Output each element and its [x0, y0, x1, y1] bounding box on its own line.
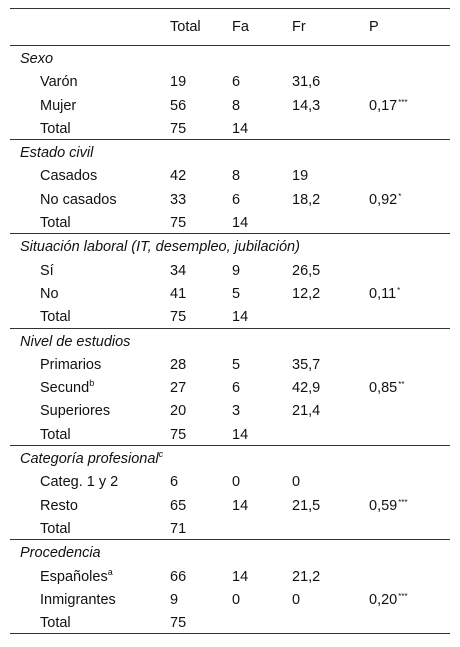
row-label-text: Inmigrantes [40, 591, 116, 608]
cell-total: 66 [170, 568, 187, 585]
cell-total: 6 [170, 474, 179, 491]
cell-fr: 18,2 [292, 191, 321, 208]
row-label [40, 566, 113, 585]
row-label [40, 499, 78, 514]
table-header-row [10, 9, 450, 45]
row-label-text: Total [40, 309, 71, 326]
cell-fa: 5 [232, 356, 241, 373]
cell-fr: 26,5 [292, 262, 321, 279]
table-row [10, 516, 450, 539]
category-label [20, 449, 164, 468]
table-row [10, 93, 450, 116]
cell-total: 27 [170, 380, 187, 397]
table-row [10, 69, 450, 92]
cell-total: 75 [170, 215, 187, 232]
statistics-table [10, 8, 450, 634]
cell-fr: 14,3 [292, 97, 321, 114]
table-row [10, 375, 450, 398]
row-label-text: No [40, 285, 59, 302]
header-fa: Fa [232, 19, 249, 35]
cell-fr: 21,4 [292, 403, 321, 420]
row-label [40, 169, 97, 184]
table-row [10, 469, 450, 492]
category-label [20, 240, 300, 255]
table-row [10, 281, 450, 304]
p-value: 0,92 [369, 191, 398, 208]
cell-total: 75 [170, 120, 187, 137]
table-body [10, 46, 450, 633]
footnote-marker: b [89, 378, 95, 389]
category-label [20, 546, 101, 561]
cell-p [369, 287, 400, 302]
row-label-text: Resto [40, 497, 78, 514]
table-row [10, 163, 450, 186]
category-title: Procedencia [20, 545, 101, 562]
cell-p [369, 381, 404, 396]
cell-total: 65 [170, 497, 187, 514]
row-label-text: Total [40, 120, 71, 137]
category-title: Situación laboral (IT, desempleo, jubilación) [20, 239, 300, 256]
cell-total: 20 [170, 403, 187, 420]
cell-fr: 35,7 [292, 356, 321, 373]
row-label-text: No casados [40, 191, 117, 208]
row-label-text: Mujer [40, 97, 77, 114]
table-bottom-rule [10, 633, 450, 634]
cell-fa: 14 [232, 120, 249, 137]
row-label [40, 99, 76, 114]
category-title: Estado civil [20, 145, 94, 162]
table-row [10, 187, 450, 210]
p-value: 0,11 [369, 285, 397, 302]
row-label-text: Españoles [40, 568, 108, 585]
p-value: 0,20 [369, 591, 398, 608]
row-label-text: Total [40, 215, 71, 232]
row-label-text: Total [40, 520, 71, 537]
row-label-text: Sí [40, 262, 54, 279]
row-label [40, 310, 71, 325]
table-row [10, 422, 450, 445]
category-row [10, 329, 450, 352]
row-label-text: Casados [40, 168, 98, 185]
row-label [40, 287, 59, 302]
cell-total: 71 [170, 520, 187, 537]
cell-fr: 0 [292, 591, 301, 608]
cell-fr: 21,5 [292, 497, 321, 514]
row-label [40, 522, 71, 537]
cell-fa: 8 [232, 97, 241, 114]
table-row [10, 258, 450, 281]
category-title: Categoría profesional [20, 451, 159, 468]
cell-fa: 14 [232, 309, 249, 326]
cell-fa: 14 [232, 426, 249, 443]
cell-total: 19 [170, 74, 187, 91]
cell-fr: 21,2 [292, 568, 321, 585]
table-row [10, 610, 450, 633]
cell-fa: 0 [232, 591, 241, 608]
cell-total: 9 [170, 591, 179, 608]
cell-total: 41 [170, 285, 187, 302]
header-fr: Fr [292, 19, 306, 35]
cell-fa: 14 [232, 497, 249, 514]
cell-fr: 0 [292, 474, 301, 491]
category-row [10, 140, 450, 163]
cell-total: 75 [170, 615, 187, 632]
significance-marker: *** [398, 591, 408, 601]
table-row [10, 493, 450, 516]
row-label [40, 358, 101, 373]
cell-total: 75 [170, 309, 187, 326]
row-label-text: Total [40, 615, 71, 632]
row-label-text: Superiores [40, 403, 111, 420]
row-label [40, 264, 54, 279]
table-row [10, 587, 450, 610]
cell-fa: 3 [232, 403, 241, 420]
cell-total: 42 [170, 168, 187, 185]
row-label [40, 428, 71, 443]
cell-total: 33 [170, 191, 187, 208]
significance-marker: *** [398, 97, 408, 107]
category-row [10, 46, 450, 69]
cell-total: 34 [170, 262, 187, 279]
row-label-text: Primarios [40, 356, 102, 373]
significance-marker: * [398, 191, 402, 201]
cell-fr: 42,9 [292, 380, 321, 397]
table-row [10, 564, 450, 587]
footnote-marker: a [107, 566, 113, 577]
category-label [20, 52, 53, 67]
category-label [20, 335, 130, 350]
cell-fa: 6 [232, 380, 241, 397]
row-label [40, 122, 71, 137]
cell-fr: 12,2 [292, 285, 321, 302]
category-title: Nivel de estudios [20, 333, 131, 350]
row-label-text: Secund [40, 380, 90, 397]
table-row [10, 116, 450, 139]
p-value: 0,59 [369, 497, 398, 514]
row-label [40, 193, 117, 208]
significance-marker: * [397, 285, 401, 295]
cell-total: 56 [170, 97, 187, 114]
row-label [40, 475, 118, 490]
cell-fa: 6 [232, 74, 241, 91]
cell-fa: 8 [232, 168, 241, 185]
cell-p [369, 99, 408, 114]
cell-fr: 31,6 [292, 74, 321, 91]
p-value: 0,85 [369, 380, 398, 397]
table-row [10, 352, 450, 375]
cell-fa: 9 [232, 262, 241, 279]
row-label [40, 593, 116, 608]
category-row [10, 446, 450, 469]
cell-p [369, 593, 408, 608]
row-label [40, 378, 95, 397]
cell-p [369, 499, 408, 514]
cell-fa: 6 [232, 191, 241, 208]
category-row [10, 234, 450, 257]
cell-total: 75 [170, 426, 187, 443]
row-label [40, 616, 71, 631]
table-row [10, 210, 450, 233]
table-row [10, 398, 450, 421]
row-label-text: Total [40, 426, 71, 443]
p-value: 0,17 [369, 97, 398, 114]
row-label-text: Categ. 1 y 2 [40, 474, 119, 491]
cell-fa: 14 [232, 568, 249, 585]
row-label [40, 404, 110, 419]
significance-marker: ** [398, 380, 405, 390]
category-row [10, 540, 450, 563]
cell-fa: 5 [232, 285, 241, 302]
cell-fa: 0 [232, 474, 241, 491]
cell-fr: 19 [292, 168, 309, 185]
cell-p [369, 193, 401, 208]
cell-fa: 14 [232, 215, 249, 232]
significance-marker: *** [398, 497, 408, 507]
footnote-marker: c [158, 449, 164, 460]
header-total: Total [170, 19, 201, 35]
category-title: Sexo [20, 51, 54, 67]
category-label [20, 146, 93, 161]
row-label-text: Varón [40, 74, 78, 91]
row-label [40, 75, 78, 90]
row-label [40, 216, 71, 231]
table-row [10, 304, 450, 327]
cell-total: 28 [170, 356, 187, 373]
header-p: P [369, 19, 379, 35]
